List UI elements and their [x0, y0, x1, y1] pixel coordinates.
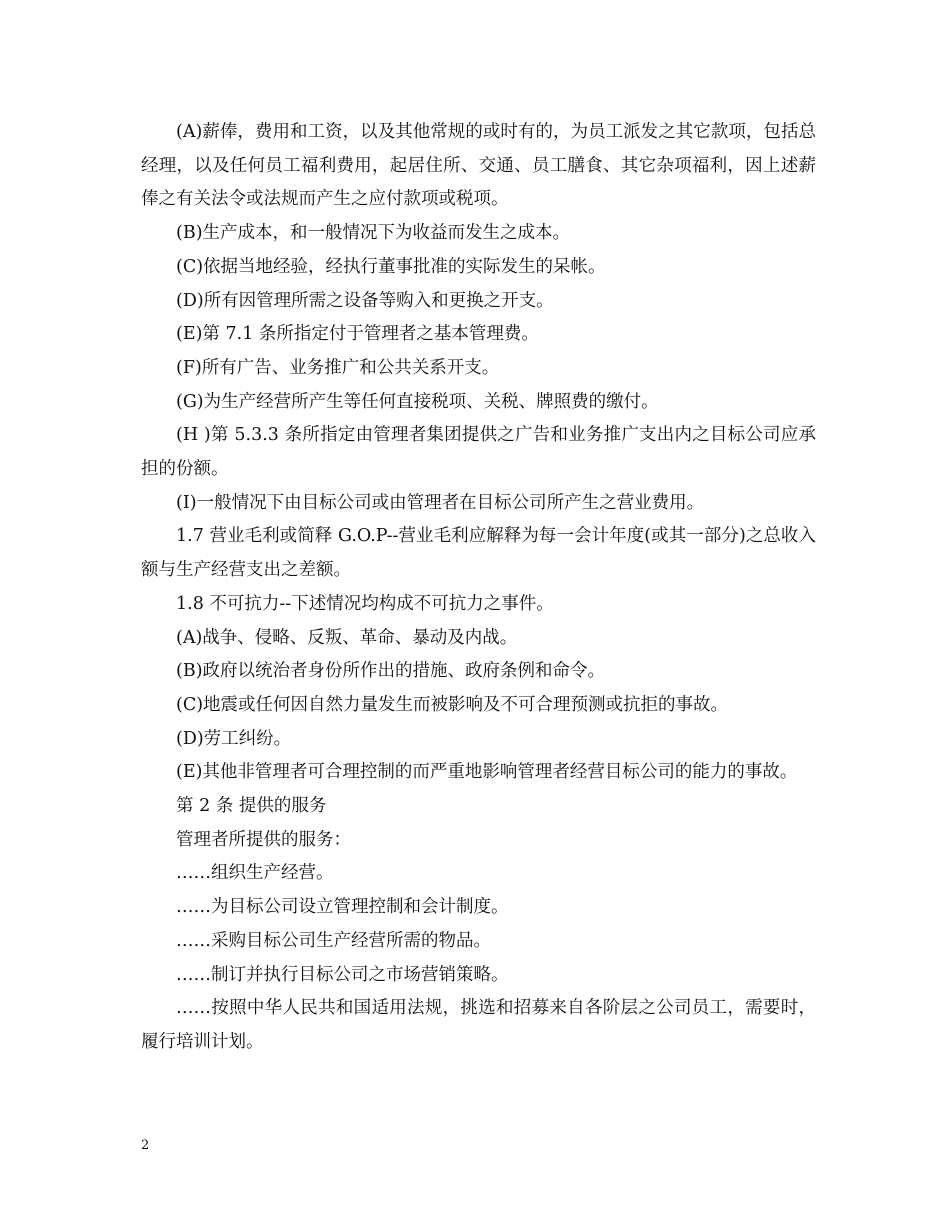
list-item-marketing-strategy: ……制订并执行目标公司之市场营销策略。	[176, 964, 509, 985]
page-number: 2	[141, 1138, 150, 1153]
paragraph-government-measures: (B)政府以统治者身份所作出的措施、政府条例和命令。	[176, 661, 606, 682]
paragraph-base-management-fee: (E)第 7.1 条所指定付于管理者之基本管理费。	[176, 324, 539, 345]
paragraph-operating-expenses: (I)一般情况下由目标公司或由管理者在目标公司所产生之营业费用。	[176, 492, 705, 513]
paragraph-natural-disaster: (C)地震或任何因自然力量发生而被影响及不可合理预测或抗拒的事故。	[176, 694, 729, 715]
list-item-procurement: ……采购目标公司生产经营所需的物品。	[176, 930, 491, 951]
list-item-recruitment-training: ……按照中华人民共和国适用法规，挑选和招募来自各阶层之公司员工，需要时，履行培训计划。	[141, 998, 816, 1052]
paragraph-salaries: (A)薪俸，费用和工资，以及其他常规的或时有的，为员工派发之其它款项，包括总经理，以及任何员工福利费用，起居住所、交通、员工膳食、其它杂项福利，因上述薪俸之有关法令或法规而产生之应付款项或税项。	[141, 122, 816, 210]
list-item-accounting-system: ……为目标公司设立管理控制和会计制度。	[176, 897, 509, 918]
paragraph-other-events: (E)其他非管理者可合理控制的而严重地影响管理者经营目标公司的能力的事故。	[176, 762, 798, 783]
document-body	[141, 116, 816, 1060]
paragraph-force-majeure: 1.8 不可抗力--下述情况均构成不可抗力之事件。	[176, 593, 554, 614]
paragraph-bad-debts: (C)依据当地经验，经执行董事批准的实际发生的呆帐。	[176, 256, 606, 277]
paragraph-war: (A)战争、侵略、反叛、革命、暴动及内战。	[176, 627, 518, 648]
list-item-organize-production: ……组织生产经营。	[176, 863, 334, 884]
paragraph-direct-taxes: (G)为生产经营所产生等任何直接税项、关税、牌照费的缴付。	[176, 391, 659, 412]
paragraph-production-cost: (B)生产成本，和一般情况下为收益而发生之成本。	[176, 223, 571, 244]
section-heading-services: 第 2 条 提供的服务	[176, 796, 327, 817]
paragraph-services-intro: 管理者所提供的服务：	[176, 829, 351, 850]
paragraph-gross-operating-profit: 1.7 营业毛利或简释 G.O.P--营业毛利应解释为每一会计年度(或其一部分)之总收入额与生产经营支出之差额。	[141, 526, 816, 581]
paragraph-advertising: (F)所有广告、业务推广和公共关系开支。	[176, 357, 500, 378]
paragraph-equipment: (D)所有因管理所需之设备等购入和更换之开支。	[176, 290, 554, 311]
paragraph-labor-dispute: (D)劳工纠纷。	[176, 728, 292, 749]
paragraph-group-advertising-share: (H )第 5.3.3 条所指定由管理者集团提供之广告和业务推广支出内之目标公司应承担的份额。	[141, 425, 816, 480]
